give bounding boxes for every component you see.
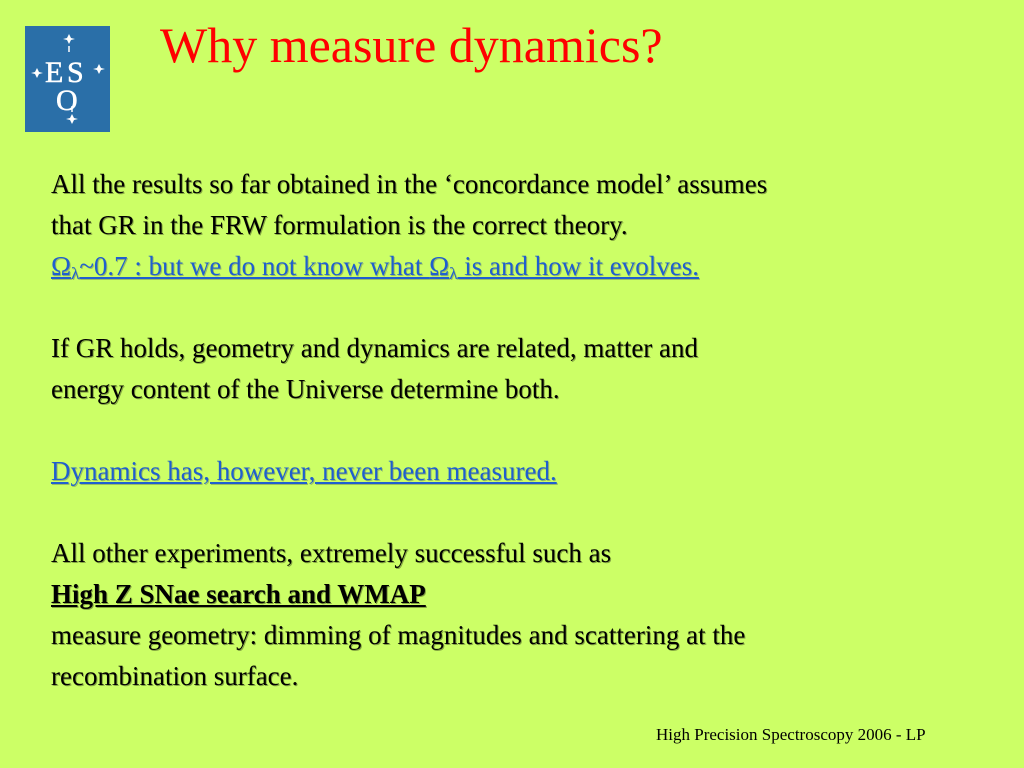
slide-title: Why measure dynamics? bbox=[160, 17, 663, 73]
lambda-subscript-2: λ bbox=[449, 264, 458, 283]
omega-line-middle: ~0.7 : but we do not know what bbox=[79, 251, 430, 281]
omega-lambda-symbol bbox=[51, 251, 79, 281]
logo-letter-s: S bbox=[67, 56, 84, 89]
lambda-subscript: λ bbox=[71, 264, 80, 283]
omega-symbol: Ω bbox=[51, 251, 72, 281]
paragraph-1-line-2: that GR in the FRW formulation is the correct theory. bbox=[51, 210, 628, 240]
paragraph-4-line-4: recombination surface. bbox=[51, 661, 299, 691]
slide-body bbox=[51, 164, 991, 697]
logo-letter-e: E bbox=[45, 56, 64, 89]
omega-lambda-symbol-2 bbox=[429, 251, 457, 281]
omega-line-end: is and how it evolves. bbox=[457, 251, 699, 281]
paragraph-4-line-1: All other experiments, extremely successful such as bbox=[51, 538, 612, 568]
slide-footer: High Precision Spectroscopy 2006 - LP bbox=[656, 725, 926, 744]
high-z-wmap-emphasis: High Z SNae search and WMAP bbox=[51, 579, 426, 609]
omega-lambda-link[interactable] bbox=[51, 246, 991, 287]
eso-logo bbox=[25, 26, 110, 132]
paragraph-gap bbox=[51, 410, 991, 451]
omega-symbol-2: Ω bbox=[429, 251, 450, 281]
eso-logo-graphic bbox=[25, 26, 110, 132]
paragraph-gap bbox=[51, 492, 991, 533]
paragraph-2-line-2: energy content of the Universe determine both. bbox=[51, 374, 560, 404]
dynamics-never-measured-link[interactable]: Dynamics has, however, never been measured. bbox=[51, 456, 557, 486]
paragraph-1-line-1: All the results so far obtained in the ‘concordance model’ assumes bbox=[51, 169, 768, 199]
logo-letter-o: O bbox=[56, 84, 78, 117]
paragraph-2-line-1: If GR holds, geometry and dynamics are related, matter and bbox=[51, 333, 699, 363]
paragraph-4-line-3: measure geometry: dimming of magnitudes and scattering at the bbox=[51, 620, 746, 650]
paragraph-gap bbox=[51, 287, 991, 328]
